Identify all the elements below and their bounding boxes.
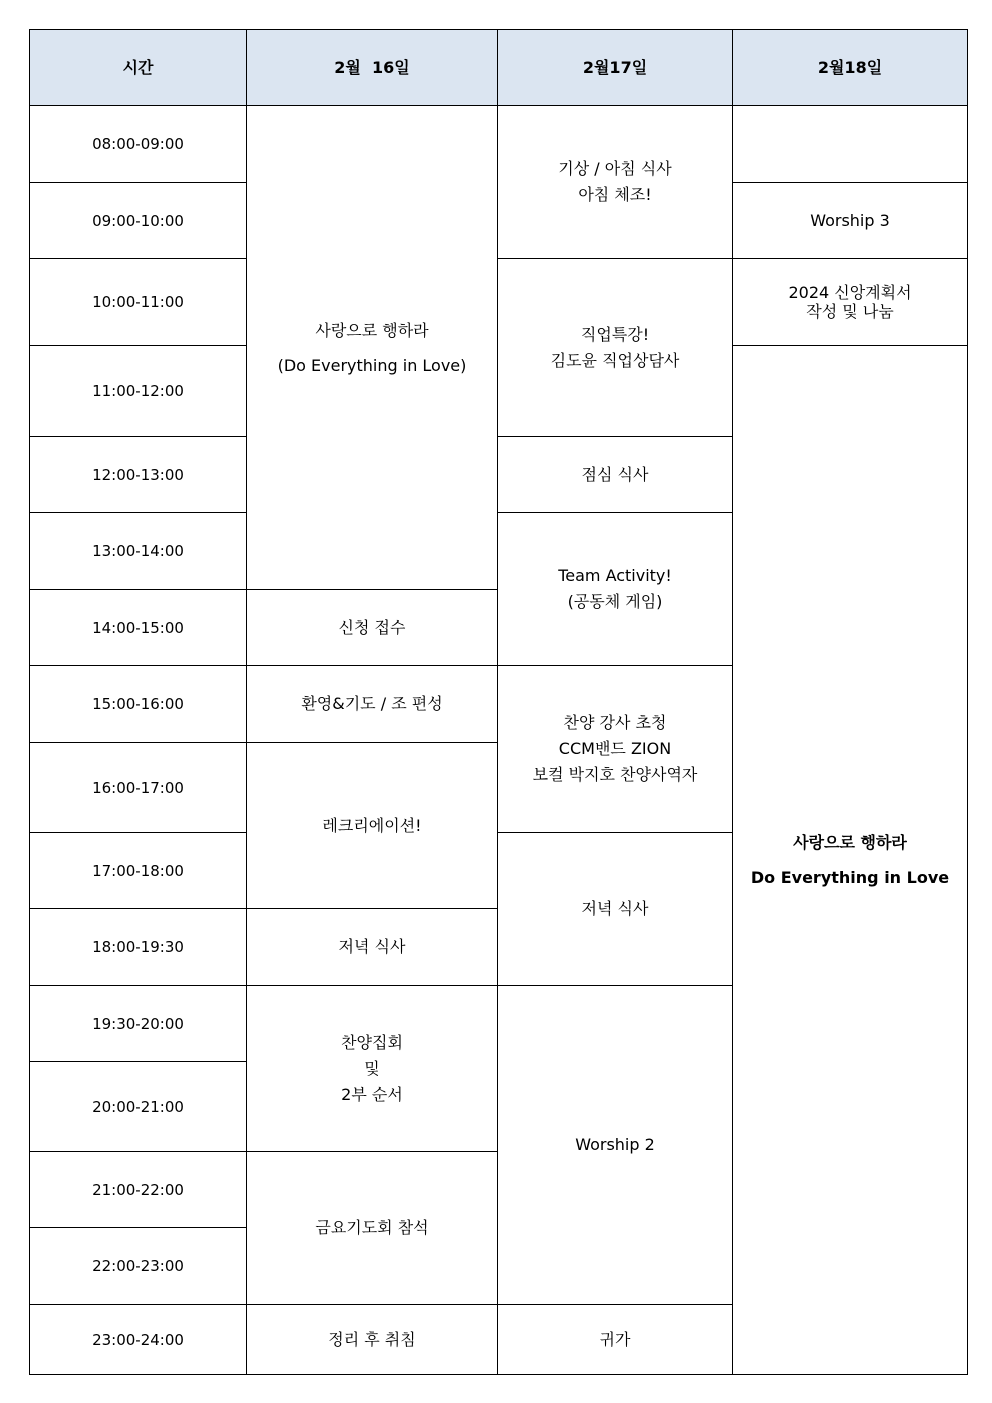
time-cell: 22:00-23:00 (30, 1228, 247, 1305)
header-day3: 2월18일 (733, 30, 968, 106)
day1-praise-line3: 2부 순서 (341, 1084, 403, 1104)
header-day2: 2월17일 (498, 30, 733, 106)
schedule-table (29, 29, 968, 1375)
day2-career-line2: 김도윤 직업상담사 (550, 350, 680, 370)
day1-praise-line2: 및 (364, 1058, 380, 1078)
time-cell: 16:00-17:00 (30, 743, 247, 833)
time-cell: 20:00-21:00 (30, 1062, 247, 1152)
table-row (30, 106, 968, 183)
day3-plan-line1: 2024 신앙계획서 (788, 283, 912, 302)
day1-love-title: 사랑으로 행하라 (315, 320, 429, 340)
day1-bedtime: 정리 후 취침 (247, 1305, 498, 1375)
day2-worship2: Worship 2 (498, 986, 733, 1305)
table-row (30, 259, 968, 346)
day2-lunch: 점심 식사 (498, 437, 733, 513)
day3-plan-line2: 작성 및 나눔 (806, 302, 894, 321)
day2-career-lecture (498, 259, 733, 437)
time-cell: 18:00-19:30 (30, 909, 247, 986)
day2-team-activity (498, 513, 733, 666)
day3-love-session (733, 346, 968, 1375)
day2-worship-lecture-line1: 찬양 강사 초청 (563, 713, 667, 732)
time-cell: 21:00-22:00 (30, 1152, 247, 1228)
day3-love-title: 사랑으로 행하라 (793, 833, 907, 852)
header-time: 시간 (30, 30, 247, 106)
time-cell: 15:00-16:00 (30, 666, 247, 743)
day1-dinner: 저녁 식사 (247, 909, 498, 986)
day2-worship-lecture (498, 666, 733, 833)
time-cell: 12:00-13:00 (30, 437, 247, 513)
day2-morning-line2: 아침 체조! (578, 185, 652, 204)
time-cell: 08:00-09:00 (30, 106, 247, 183)
time-cell: 23:00-24:00 (30, 1305, 247, 1375)
day1-recreation: 레크리에이션! (247, 743, 498, 909)
day2-morning-line1: 기상 / 아침 식사 (558, 159, 672, 178)
day2-career-line1: 직업특강! (580, 324, 650, 344)
day1-registration: 신청 접수 (247, 590, 498, 666)
day3-worship3: Worship 3 (733, 183, 968, 259)
day1-praise-line1: 찬양집회 (341, 1032, 403, 1052)
day1-love-subtitle: (Do Everything in Love) (277, 355, 467, 375)
day2-morning (498, 106, 733, 259)
time-cell: 17:00-18:00 (30, 833, 247, 909)
time-cell: 13:00-14:00 (30, 513, 247, 590)
day3-empty-cell (733, 106, 968, 183)
time-cell: 09:00-10:00 (30, 183, 247, 259)
day2-team-line2: (공동체 게임) (567, 592, 663, 611)
day2-team-line1: Team Activity! (558, 566, 672, 585)
time-cell: 10:00-11:00 (30, 259, 247, 346)
day2-dinner: 저녁 식사 (498, 833, 733, 986)
header-row (30, 30, 968, 106)
day2-return: 귀가 (498, 1305, 733, 1375)
day1-love-session (247, 106, 498, 590)
day2-worship-lecture-line2: CCM밴드 ZION (558, 739, 672, 758)
time-cell: 19:30-20:00 (30, 986, 247, 1062)
day1-praise-meeting (247, 986, 498, 1152)
day3-love-subtitle: Do Everything in Love (750, 868, 950, 887)
day1-welcome: 환영&기도 / 조 편성 (247, 666, 498, 743)
time-cell: 11:00-12:00 (30, 346, 247, 437)
header-day1: 2월 16일 (247, 30, 498, 106)
time-cell: 14:00-15:00 (30, 590, 247, 666)
day1-friday-prayer: 금요기도회 참석 (247, 1152, 498, 1305)
day2-worship-lecture-line3: 보컬 박지호 찬양사역자 (532, 765, 698, 784)
day3-faith-plan (733, 259, 968, 346)
